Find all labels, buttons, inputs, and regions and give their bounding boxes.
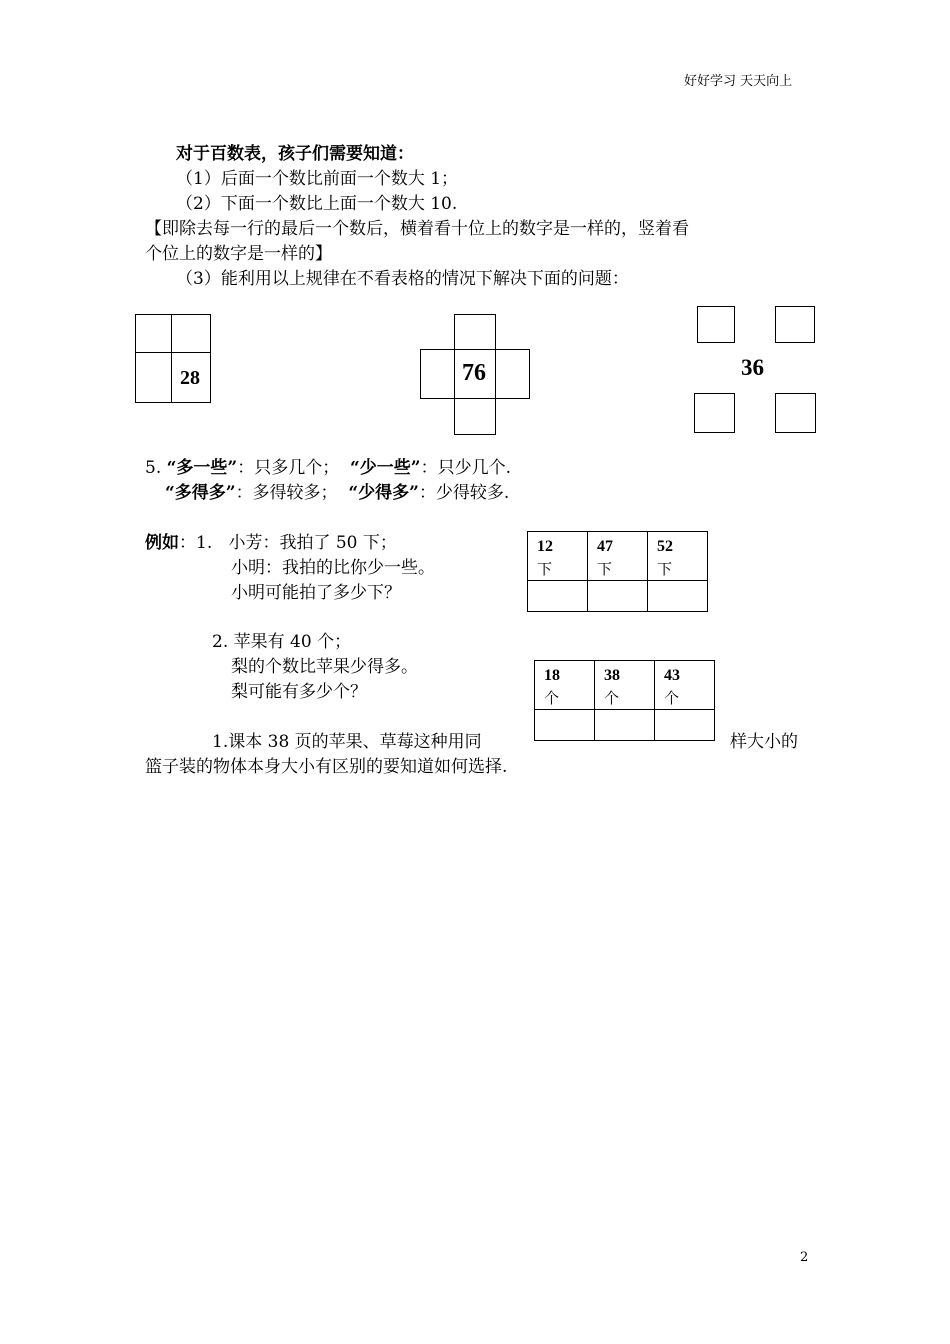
- term-much-more: “多得多”: [165, 483, 236, 503]
- intro-heading: 对于百数表，孩子们需要知道：: [176, 144, 414, 164]
- example-q1-number: 1.: [196, 533, 213, 553]
- puzzle-cell: [775, 393, 816, 433]
- example-label: 例如: [145, 533, 179, 553]
- intro-note-line-1: 【即除去每一行的最后一个数后，横着看十位上的数字是一样的，竖着看: [145, 219, 689, 239]
- option-cell: 52 下: [648, 532, 708, 581]
- puzzle-cell: [694, 393, 735, 433]
- example-q1-text: 小芳：我拍了 50 下；: [228, 533, 397, 553]
- term-less-a-little: “少一些”: [350, 458, 421, 478]
- example-q2-line-2: 梨的个数比苹果少得多。: [231, 657, 418, 677]
- answer-cell[interactable]: [595, 710, 655, 741]
- footer-note-line-1-end: 样大小的: [730, 732, 798, 752]
- puzzle-cell: [420, 349, 455, 399]
- puzzle-x-number: 36: [741, 355, 764, 380]
- option-cell: 38 个: [595, 661, 655, 710]
- puzzle-cross-number: 76: [462, 360, 486, 386]
- example-q1-line-2: 小明：我拍的比你少一些。: [231, 558, 435, 578]
- desc-more-a-little: ：只多几个；: [237, 458, 340, 478]
- example-q2-line-3: 梨可能有多少个？: [231, 682, 367, 702]
- intro-point-2: （2）下面一个数比上面一个数大 10.: [176, 194, 458, 214]
- section-5-line-1: [145, 457, 511, 479]
- example-colon: ：: [179, 533, 196, 553]
- puzzle-square-number: 28: [180, 367, 200, 389]
- puzzle-cell: [495, 349, 530, 399]
- page-number: 2: [800, 1250, 809, 1265]
- puzzle-cell: [135, 352, 172, 403]
- answer-cell[interactable]: [648, 581, 708, 612]
- example-q2-line-1: 2. 苹果有 40 个；: [212, 632, 352, 652]
- answer-cell[interactable]: [655, 710, 715, 741]
- answer-cell[interactable]: [588, 581, 648, 612]
- example-q1-line-1: [145, 532, 397, 554]
- puzzle-cell: [135, 314, 172, 353]
- puzzle-cell: [775, 306, 815, 343]
- answer-cell[interactable]: [528, 581, 588, 612]
- example-q1-line-3: 小明可能拍了多少下？: [231, 583, 401, 603]
- desc-much-more: ：多得较多；: [235, 483, 338, 503]
- puzzle-cell: [171, 314, 211, 353]
- answer-cell[interactable]: [535, 710, 595, 741]
- option-cell: 12 下: [528, 532, 588, 581]
- option-cell: 43 个: [655, 661, 715, 710]
- footer-note-line-2: 篮子装的物体本身大小有区别的要知道如何选择.: [145, 757, 508, 777]
- intro-point-3: （3）能利用以上规律在不看表格的情况下解决下面的问题：: [176, 269, 629, 289]
- q2-options-table: [534, 660, 715, 741]
- section-5-line-2: [165, 482, 509, 504]
- puzzle-cell: [454, 398, 496, 435]
- intro-point-1: （1）后面一个数比前面一个数大 1；: [176, 169, 459, 189]
- puzzle-cell: [454, 314, 496, 350]
- term-more-a-little: “多一些”: [166, 458, 238, 478]
- desc-much-less: ：少得较多.: [418, 483, 510, 503]
- desc-less-a-little: ：只少几个.: [420, 458, 511, 478]
- section-5-number: 5.: [145, 458, 162, 478]
- puzzle-cell: [697, 306, 735, 343]
- option-cell: 47 下: [588, 532, 648, 581]
- intro-note-line-2: 个位上的数字是一样的】: [145, 244, 332, 264]
- page-header: 好好学习 天天向上: [684, 74, 793, 89]
- footer-note-line-1-start: 1.课本 38 页的苹果、草莓这种用同: [212, 732, 482, 752]
- option-cell: 18 个: [535, 661, 595, 710]
- q1-options-table: [527, 531, 708, 612]
- term-much-less: “少得多”: [348, 483, 419, 503]
